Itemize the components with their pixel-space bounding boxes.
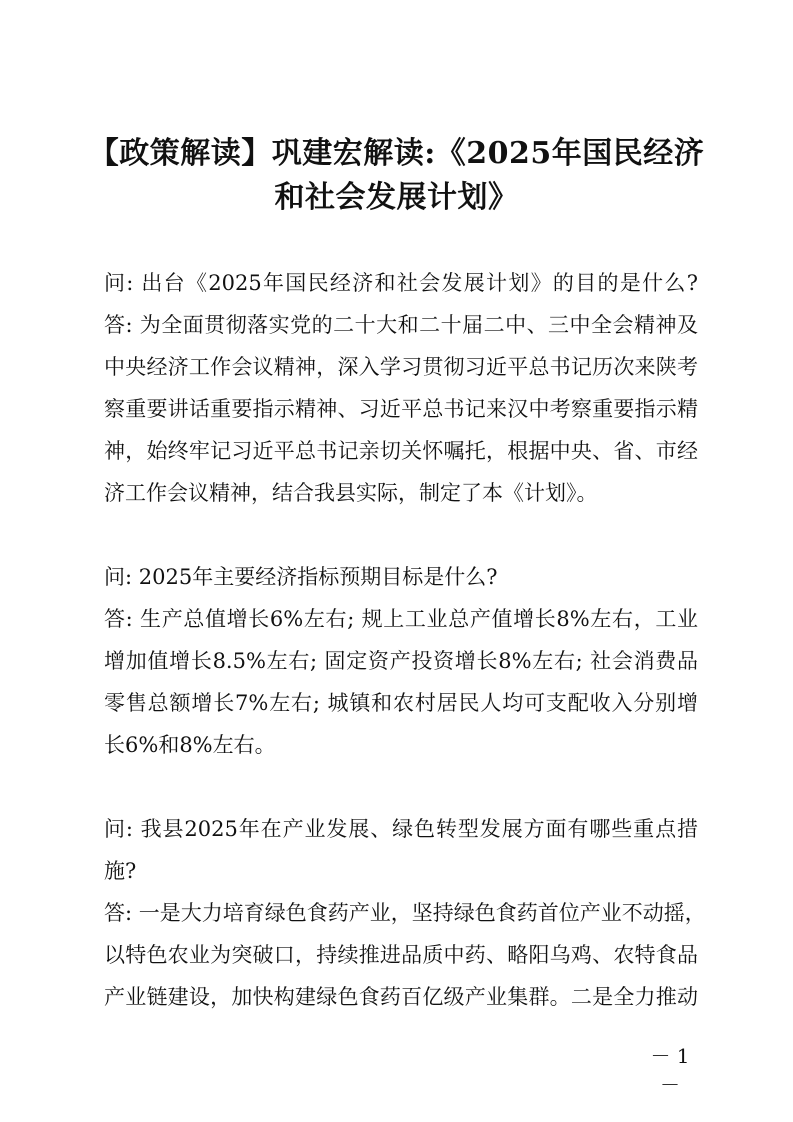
section-gap: [104, 514, 698, 556]
answer-1-line-2: 中央经济工作会议精神，深入学习贯彻习近平总书记历次来陕考: [104, 355, 698, 379]
page-number: － 1 －: [650, 1044, 690, 1097]
question-2: 问: 2025年主要经济指标预期目标是什么?: [104, 565, 498, 589]
answer-2-line-1: 答: 生产总值增长6%左右; 规上工业总产值增长8%左右，工业: [104, 607, 698, 631]
document-body: [104, 262, 706, 1018]
answer-1-line-3: 察重要讲话重要指示精神、习近平总书记来汉中考察重要指示精: [104, 397, 698, 421]
answer-2-line-3: 零售总额增长7%左右; 城镇和农村居民人均可支配收入分别增: [104, 691, 698, 715]
title-line-2: 和社会发展计划》: [274, 180, 519, 215]
section-gap: [104, 766, 698, 808]
answer-3-line-3: 产业链建设，加快构建绿色食药百亿级产业集群。二是全力推动: [104, 985, 698, 1009]
question-1: 问: 出台《2025年国民经济和社会发展计划》的目的是什么?: [104, 271, 698, 295]
answer-1-line-1: 答: 为全面贯彻落实党的二十大和二十届二中、三中全会精神及: [104, 313, 698, 337]
answer-3-line-2: 以特色农业为突破口，持续推进品质中药、略阳乌鸡、农特食品: [104, 943, 698, 967]
title-line-1: 【政策解读】巩建宏解读:《2025年国民经济: [88, 136, 705, 171]
document-title: [60, 132, 733, 220]
answer-2-line-4: 长6%和8%左右。: [104, 733, 276, 757]
answer-2-line-2: 增加值增长8.5%左右; 固定资产投资增长8%左右; 社会消费品: [104, 649, 698, 673]
question-3-line-2: 施?: [104, 859, 137, 883]
answer-1-line-4: 神，始终牢记习近平总书记亲切关怀嘱托，根据中央、省、市经: [104, 439, 698, 463]
answer-3-line-1: 答: 一是大力培育绿色食药产业，坚持绿色食药首位产业不动摇，: [104, 901, 706, 925]
question-3-line-1: 问: 我县2025年在产业发展、绿色转型发展方面有哪些重点措: [104, 817, 698, 841]
answer-1-line-5: 济工作会议精神，结合我县实际，制定了本《计划》。: [104, 481, 598, 505]
